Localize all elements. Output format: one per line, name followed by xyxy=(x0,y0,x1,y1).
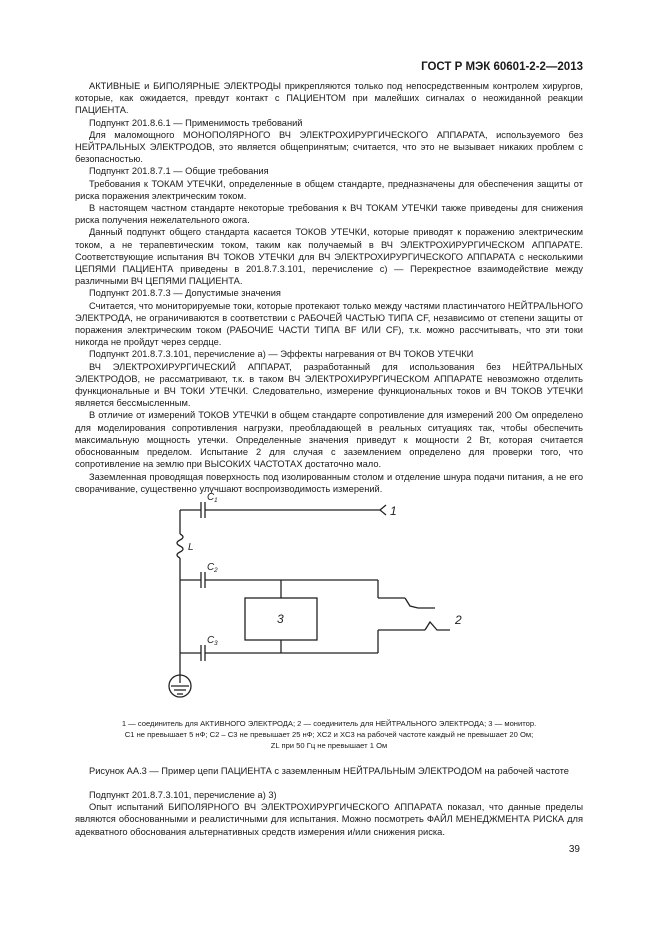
c3-label: C xyxy=(207,635,215,646)
legend-line: 1 — соединитель для АКТИВНОГО ЭЛЕКТРОДА; 2 — соединитель для НЕЙТРАЛЬНОГО ЭЛЕКТРОДА; 3 — монитор. xyxy=(121,719,537,728)
c2-subscript: 2 xyxy=(214,567,218,574)
paragraph: В настоящем частном стандарте некоторые требования к ВЧ ТОКАМ УТЕЧКИ также приведены для снижения риска получения нежелательного ожога. xyxy=(75,203,583,226)
paragraph: Данный подпункт общего стандарта касается ТОКОВ УТЕЧКИ, которые приводят к поражению электрическим током, а не терапевтическим током, таким как получаемый в ВЧ ЭЛЕКТРОХИРУРГИЧЕСКОМ АППАРАТЕ. Соответствующие испытания ВЧ ТОКОВ УТЕЧКИ для ВЧ ЭЛЕКТРОХИРУРГИЧЕСКОГО АППАРАТА с несколькими ЦЕПЯМИ ПАЦИЕНТА приведены в 201.8.7.3.101, перечисление с) — Перекрестное взаимодействие между различными ВЧ ЦЕПЯМИ ПАЦИЕНТА. xyxy=(75,227,583,287)
legend-line: ZL при 50 Гц не превышает 1 Ом xyxy=(270,741,388,750)
c2-label: C xyxy=(207,562,215,573)
paragraph: Опыт испытаний БИПОЛЯРНОГО ВЧ ЭЛЕКТРОХИРУРГИЧЕСКОГО АППАРАТА показал, что данные пределы являются обоснованными и реалистичными для испытания. Можно посмотреть ФАЙЛ МЕНЕДЖМЕНТА РИСКА для адекватного обоснования альтернативных средств измерения и/или снижения риска. xyxy=(75,802,583,837)
body-text-1 xyxy=(75,80,583,495)
paragraph: В отличие от измерений ТОКОВ УТЕЧКИ в общем стандарте сопротивление для измерений 200 Ом определено для моделирования сопротивления нагрузки, преобладающей в реальных ситуациях так, чтобы обеспечить максимальную мощность утечки. Определенные значения приведут к мощности 2 Вт, которая считается обоснованным пределом. Испытание 2 для случая с заземлением определено для проверки того, что сопротивление на землю при ВЫСОКИХ ЧАСТОТАХ достаточно мало. xyxy=(75,410,583,470)
subclause-heading: Подпункт 201.8.6.1 — Применимость требований xyxy=(89,117,303,128)
paragraph: Считается, что мониторируемые токи, которые протекают только между частями пластинчатого НЕЙТРАЛЬНОГО ЭЛЕКТРОДА, не ограничиваются в соответствии с РАБОЧЕЙ ЧАСТЬЮ ТИПА CF, независимо от степени защиты от поражения электрическим током (РАБОЧИЕ ЧАСТИ ТИПА BF ИЛИ CF), т.к. можно рассчитывать, что эти токи никогда не пройдут через сердце. xyxy=(75,300,583,348)
c1-label: C xyxy=(207,492,215,503)
inductor-label: L xyxy=(188,542,194,553)
connector-2-label: 2 xyxy=(455,613,462,627)
paragraph: Для маломощного МОНОПОЛЯРНОГО ВЧ ЭЛЕКТРОХИРУРГИЧЕСКОГО АППАРАТА, используемого без НЕЙТРАЛЬНЫХ ЭЛЕКТРОДОВ, это является общепринятым; считается, что это не вызывает никаких проблем с безопасностью. xyxy=(75,129,583,165)
subclause-heading: Подпункт 201.8.7.3.101, перечисление а) 3) xyxy=(89,790,277,800)
subclause-heading: Подпункт 201.8.7.3 — Допустимые значения xyxy=(89,288,281,299)
monitor-label: 3 xyxy=(277,612,284,626)
paragraph: АКТИВНЫЕ и БИПОЛЯРНЫЕ ЭЛЕКТРОДЫ прикрепляются только под непосредственным контролем хирургов, которые, как ожидается, превдут контакт с ПАЦИЕНТОМ при малейших сигналах о неожиданной реакции ПАЦИЕНТА. xyxy=(75,81,583,116)
patient-circuit-diagram xyxy=(150,490,480,715)
legend-line: C1 не превышает 5 нФ; C2 – C3 не превышает 25 нФ; XC2 и XC3 на рабочей частоте каждый не превышает 20 Ом; xyxy=(124,730,534,739)
figure-title: Рисунок АА.3 — Пример цепи ПАЦИЕНТА с заземленным НЕЙТРАЛЬНЫМ ЭЛЕКТРОДОМ на рабочей частоте xyxy=(89,766,569,776)
c1-subscript: 1 xyxy=(214,497,218,504)
subclause-heading: Подпункт 201.8.7.1 — Общие требования xyxy=(89,166,269,177)
connector-1-label: 1 xyxy=(390,504,397,518)
subclause-heading: Подпункт 201.8.7.3.101, перечисление а) — Эффекты нагревания от ВЧ ТОКОВ УТЕЧКИ xyxy=(89,349,474,360)
page-number: 39 xyxy=(568,844,580,855)
c3-subscript: 3 xyxy=(214,640,218,647)
paragraph: Требования к ТОКАМ УТЕЧКИ, определенные в общем стандарте, предназначены для обеспечения защиты от риска поражения электрическим током. xyxy=(75,178,583,201)
body-text-2 xyxy=(75,789,583,838)
paragraph: Заземленная проводящая поверхность под изолированным столом и отделение шнура подачи питания, а не его сворачивание, существенно улучшают воспроизводимость измерений. xyxy=(75,471,583,494)
document-header: ГОСТ Р МЭК 60601-2-2—2013 xyxy=(421,61,583,73)
figure-legend xyxy=(75,718,583,751)
paragraph: ВЧ ЭЛЕКТРОХИРУРГИЧЕСКИЙ АППАРАТ, разработанный для использования без НЕЙТРАЛЬНЫХ ЭЛЕКТРОДОВ, не рассматривают, т.к. в таком ВЧ ЭЛЕКТРОХИРУРГИЧЕСКОМ АППАРАТЕ невозможно отделить функциональные и ВЧ ТОКИ УТЕЧКИ. Следовательно, измерение функциональных токов и ВЧ ТОКОВ УТЕЧКИ является бессмысленным. xyxy=(75,361,583,409)
